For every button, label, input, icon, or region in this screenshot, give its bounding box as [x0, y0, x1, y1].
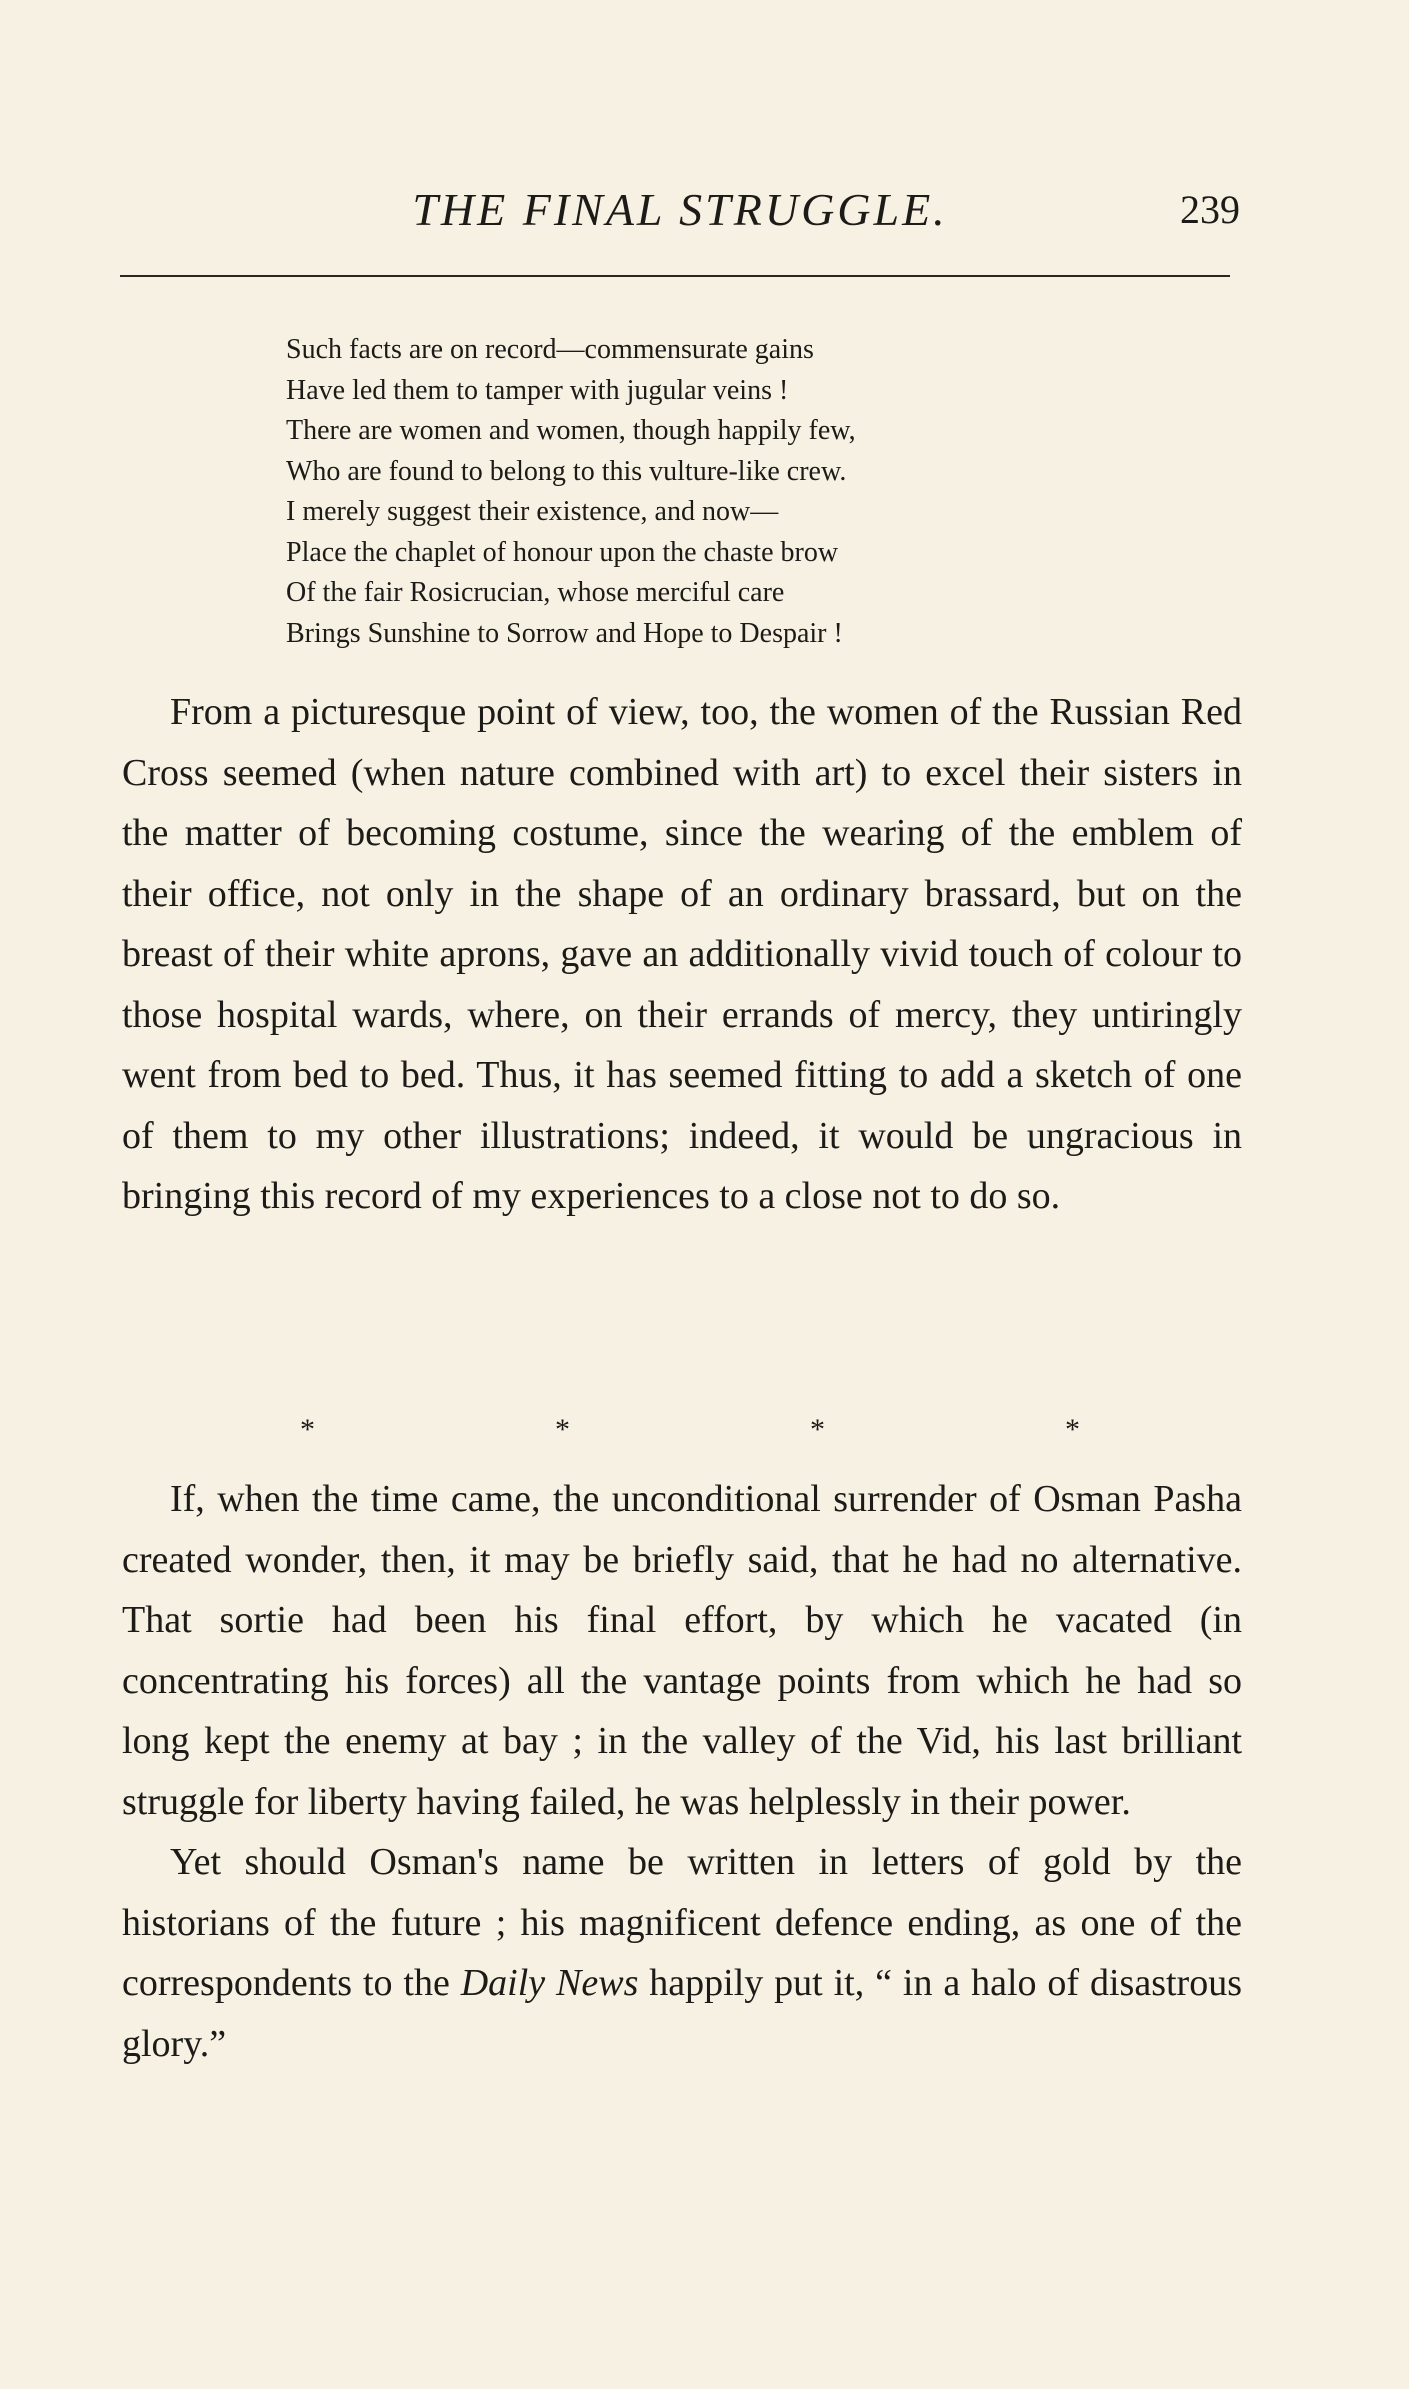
asterisk-mark: * — [300, 1413, 315, 1446]
asterisk-mark: * — [1065, 1413, 1080, 1446]
paragraph-text: Yet should Osman's name be written in letters of gold by the historians of the future ; his magnificent defence ending, as one of the correspondents to the — [122, 1841, 1242, 2004]
paragraph-text: happily put it, “ in a halo of disastrous glory.” — [122, 1962, 1242, 2065]
poem-line: There are women and women, though happily few, — [286, 415, 856, 446]
newspaper-title: Daily News — [460, 1962, 639, 2004]
poem-line: Place the chaplet of honour upon the chaste brow — [286, 536, 839, 568]
asterisk-mark: * — [555, 1413, 570, 1446]
prose-block-2 — [122, 1469, 1242, 2074]
section-separator — [300, 1410, 1080, 1450]
paragraph-osman-glory — [122, 1832, 1242, 2074]
page-number: 239 — [1180, 187, 1240, 232]
asterisk-mark: * — [810, 1413, 825, 1446]
poem-stanza — [286, 330, 1086, 654]
poem-line: Who are found to belong to this vulture-like crew. — [286, 455, 847, 487]
paragraph-osman-surrender: If, when the time came, the unconditional surrender of Osman Pasha created wonder, then, it may be briefly said, that he had no alternative. That sortie had been his final effort, by which he vacated (in concentrating his forces) all the vantage points from which he had so long kept the enemy at bay ; in the valley of the Vid, his last brilliant struggle for liberty having failed, he was helplessly in their power. — [122, 1478, 1242, 1823]
running-title: THE FINAL STRUGGLE. — [412, 184, 948, 235]
poem-line: Have led them to tamper with jugular veins ! — [286, 374, 789, 406]
poem-line: I merely suggest their existence, and now— — [286, 496, 779, 527]
header-rule — [120, 275, 1230, 277]
prose-block-1 — [122, 682, 1242, 1227]
poem-line: Brings Sunshine to Sorrow and Hope to Despair ! — [286, 617, 843, 649]
running-head — [120, 180, 1240, 240]
poem-line: Such facts are on record—commensurate gains — [286, 334, 814, 365]
poem-line: Of the fair Rosicrucian, whose merciful care — [286, 577, 785, 608]
paragraph-red-cross: From a picturesque point of view, too, the women of the Russian Red Cross seemed (when nature combined with art) to excel their sisters in the matter of becoming costume, since the wearing of the emblem of their office, not only in the shape of an ordinary brassard, but on the breast of their white aprons, gave an additionally vivid touch of colour to those hospital wards, where, on their errands of mercy, they untiringly went from bed to bed. Thus, it has seemed fitting to add a sketch of one of them to my other illustrations; indeed, it would be ungracious in bringing this record of my experiences to a close not to do so. — [122, 691, 1242, 1217]
